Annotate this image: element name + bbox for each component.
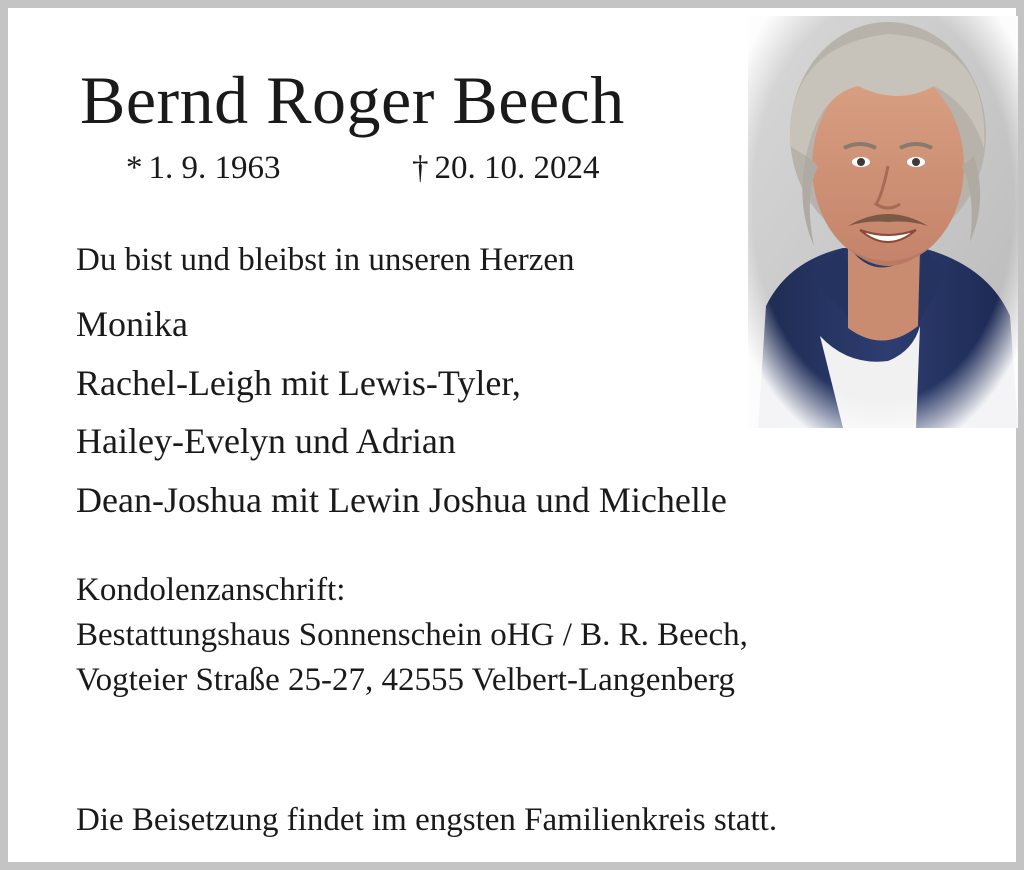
condolence-line-1: Bestattungshaus Sonnenschein oHG / B. R. Beech,: [76, 617, 748, 653]
condolence-line-2: Vogteier Straße 25-27, 42555 Velbert-Langenberg: [76, 662, 735, 698]
funeral-note: Die Beisetzung findet im engsten Familienkreis statt.: [76, 802, 778, 838]
mourner-entry: Hailey-Evelyn und Adrian: [76, 421, 456, 461]
death-date-value: 20. 10. 2024: [434, 150, 600, 186]
deceased-name: Bernd Roger Beech: [80, 62, 625, 138]
death-date: [412, 148, 600, 188]
condolence-address: [76, 568, 748, 703]
mourner-entry: Monika: [76, 304, 188, 344]
mourner-entry: Dean-Joshua mit Lewin Joshua und Michelle: [76, 479, 727, 520]
birth-symbol: *: [126, 150, 143, 186]
death-symbol: †: [412, 150, 429, 186]
birth-date: [126, 148, 281, 188]
memorial-phrase: Du bist und bleibst in unseren Herzen: [76, 242, 575, 278]
mourner-entry: Rachel-Leigh mit Lewis-Tyler,: [76, 362, 521, 403]
mourners-list: [76, 295, 727, 529]
portrait-illustration: [748, 16, 1018, 428]
birth-date-value: 1. 9. 1963: [148, 150, 281, 186]
portrait-photo: [748, 16, 1018, 428]
condolence-heading: Kondolenzanschrift:: [76, 572, 346, 608]
